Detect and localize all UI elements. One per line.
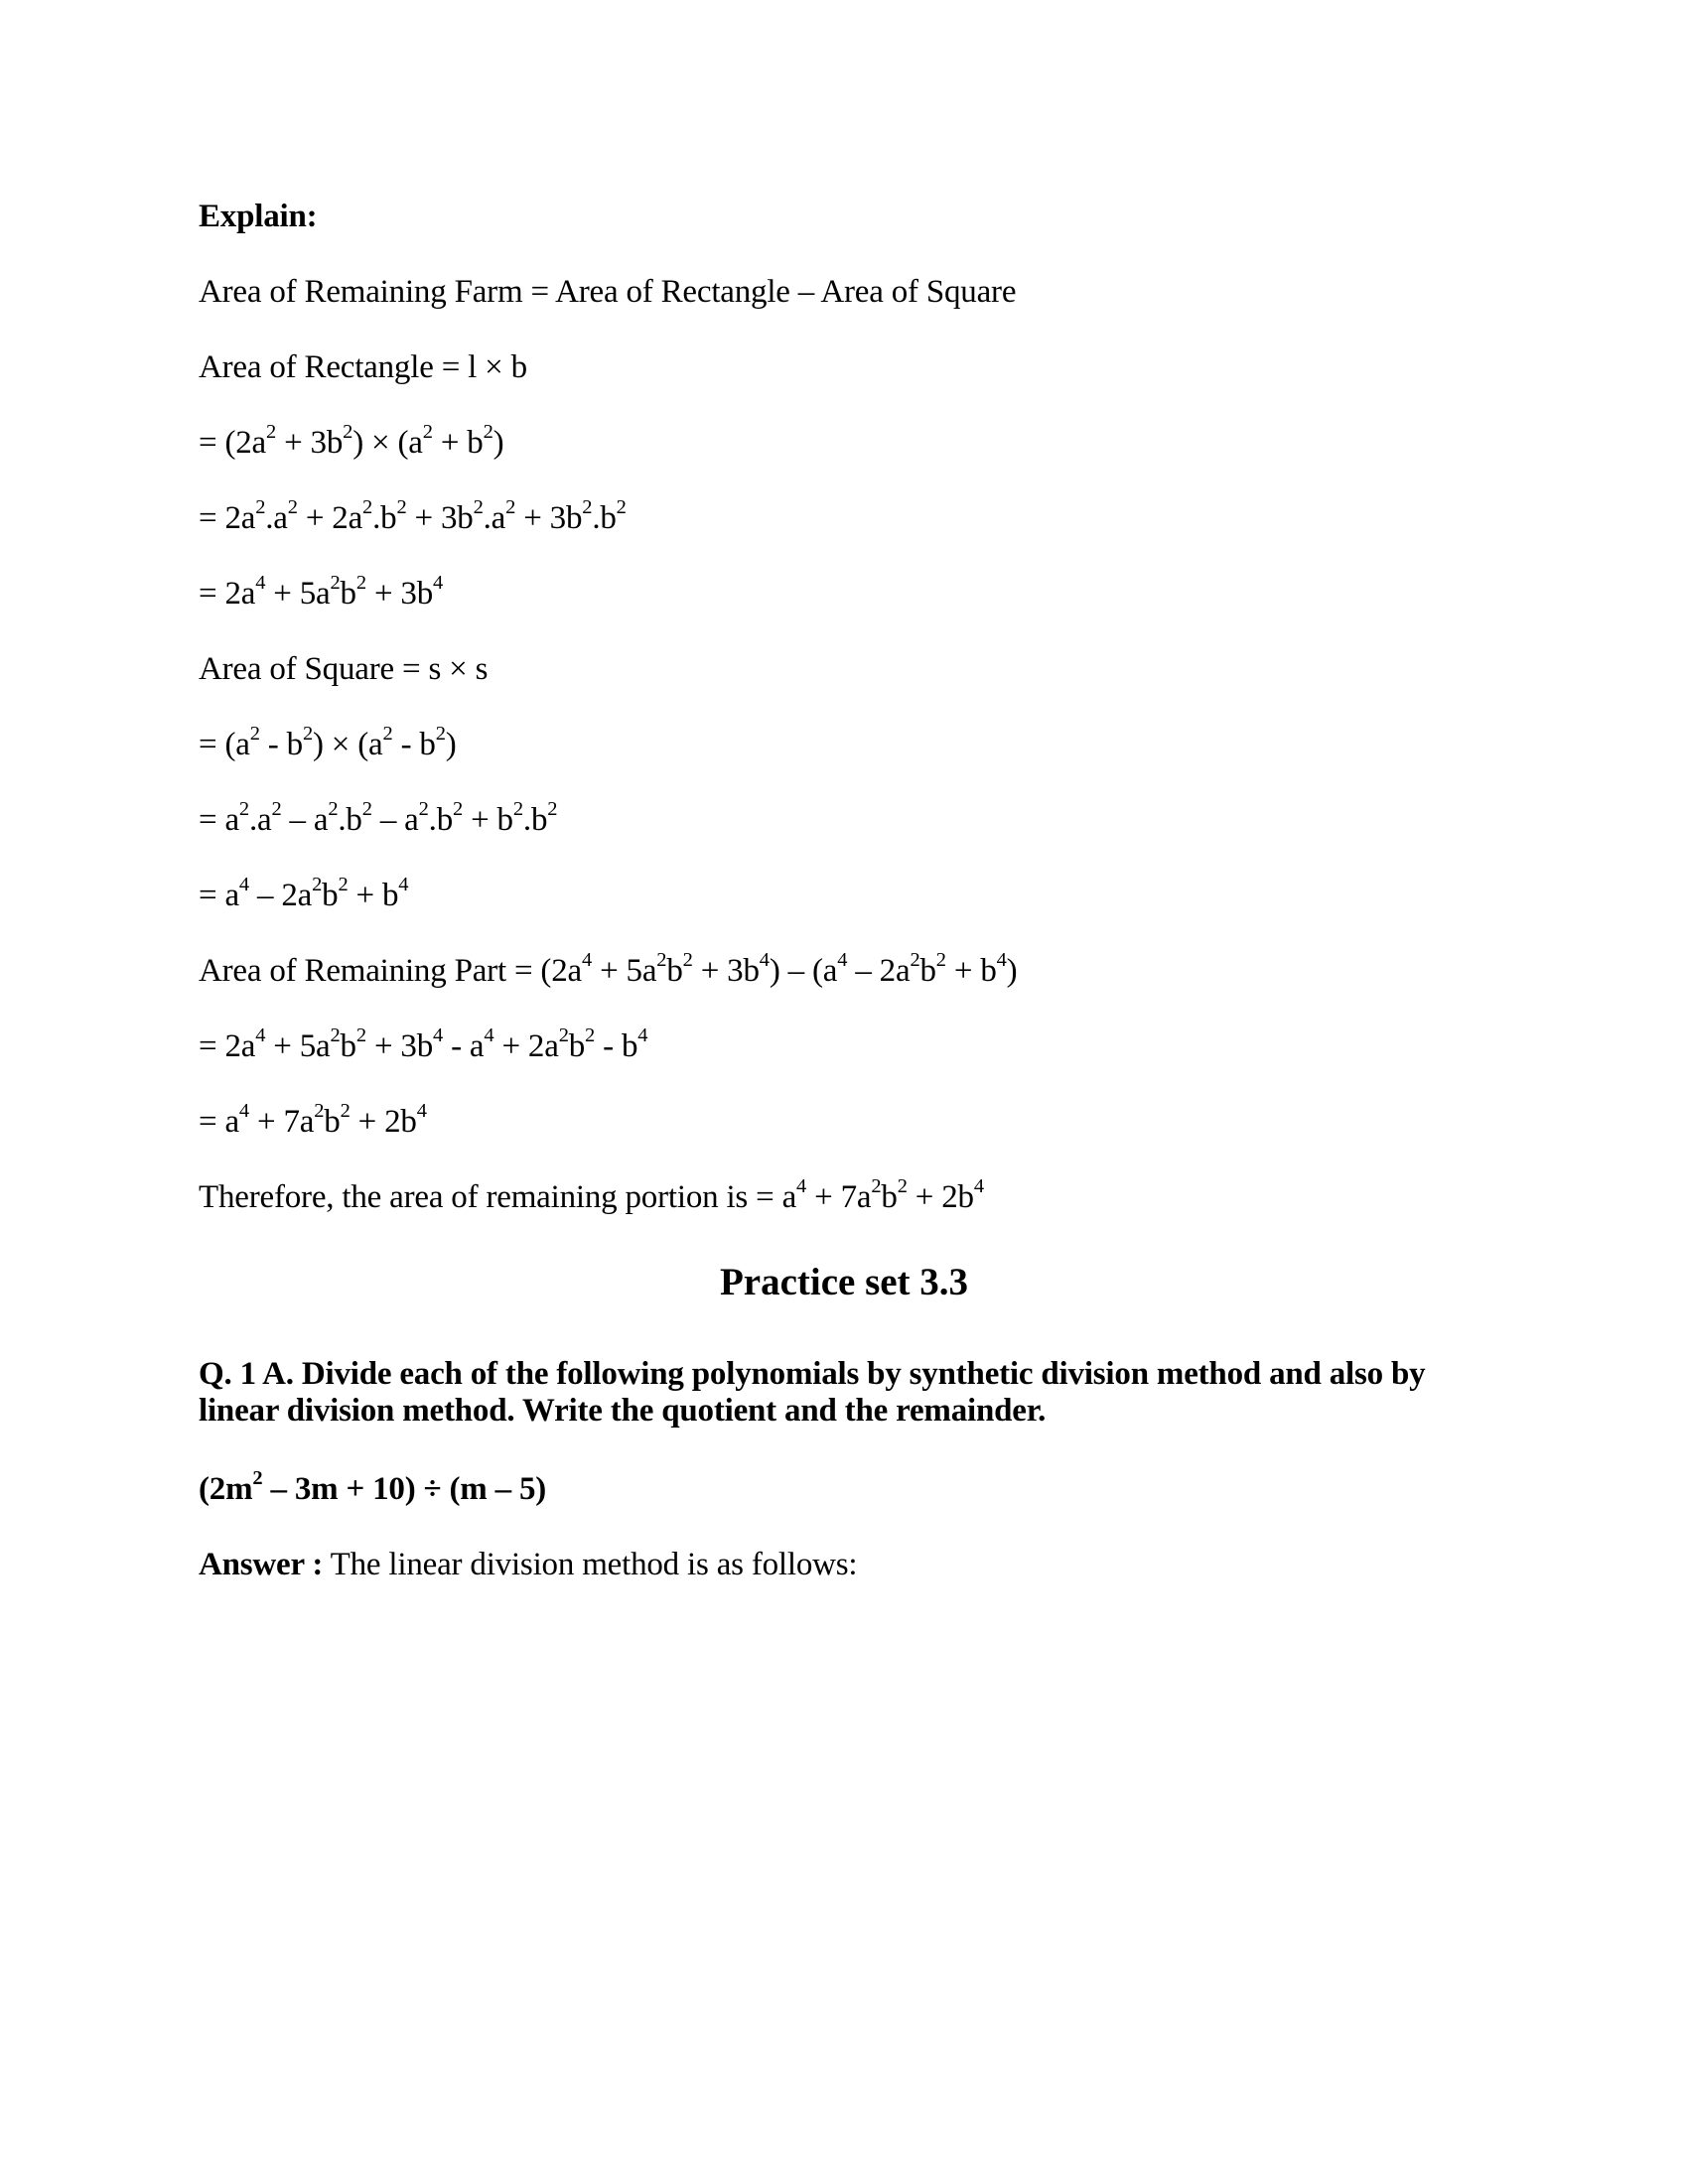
exponent: 2 <box>330 571 341 594</box>
exponent: 2 <box>585 1024 596 1046</box>
equation-line: = $2a^4 + 5a^2b^2 + 3b^4$ <box>199 571 444 612</box>
exponent: 4 <box>973 1174 984 1197</box>
question-label: Q. 1 A. <box>199 1356 294 1392</box>
exponent: 4 <box>255 571 266 594</box>
exponent: 4 <box>796 1174 807 1197</box>
equation-line: Area of Square = s × s <box>199 651 489 687</box>
exponent: 2 <box>361 797 372 820</box>
explain-title: Explain: <box>199 199 318 234</box>
exponent: 4 <box>433 571 444 594</box>
equation-line: = $a^4 - 2a^2b^2 + b^4$ <box>199 873 409 913</box>
exponent: 4 <box>996 948 1007 971</box>
answer-text: The linear division method is as follows: <box>330 1547 858 1582</box>
exponent: 2 <box>483 420 493 443</box>
equation-line: Area of Remaining Part = $(2a^4 + 5a^2b^2 + 3b^4) - (a^4 - 2a^2b^2 + b^4)$ <box>199 948 1018 989</box>
section-heading: Practice set 3.3 <box>719 1261 969 1303</box>
exponent: 4 <box>238 1099 249 1122</box>
exponent: 2 <box>435 722 446 745</box>
equation-line: = $(a^2 - b^2) \times (a^2 - b^2)$ <box>199 722 457 762</box>
exponent: 2 <box>616 495 627 518</box>
question-expression: $(2m^2 - 3m + 10) \div (m - 5)$ <box>199 1466 547 1507</box>
equation-line: Area of Remaining Farm = Area of Rectangle – Area of Square <box>199 274 1017 310</box>
exponent: 2 <box>252 1466 263 1489</box>
exponent: 2 <box>330 1024 341 1046</box>
answer-label: Answer : <box>199 1547 324 1582</box>
exponent: 2 <box>418 797 429 820</box>
exponent: 4 <box>433 1024 444 1046</box>
equation-line: = $a^4 + 7a^2b^2 + 2b^4$ <box>199 1099 427 1140</box>
exponent: 2 <box>266 420 277 443</box>
exponent: 4 <box>759 948 770 971</box>
equation-line: = $(2a^2 + 3b^2) \times (a^2 + b^2)$ <box>199 420 504 461</box>
exponent: 2 <box>473 495 484 518</box>
question-text <box>199 1356 1479 1430</box>
exponent: 2 <box>312 873 323 895</box>
exponent: 2 <box>343 420 353 443</box>
exponent: 2 <box>314 1099 325 1122</box>
exponent: 2 <box>512 797 523 820</box>
exponent: 2 <box>871 1174 882 1197</box>
exponent: 2 <box>910 948 920 971</box>
question-body: Divide each of the following polynomials by synthetic division method and also by linear division method. Write the quotient and the remainder. <box>199 1356 1426 1429</box>
exponent: 2 <box>582 495 593 518</box>
exponent: 2 <box>935 948 946 971</box>
exponent: 4 <box>238 873 249 895</box>
exponent: 2 <box>328 797 339 820</box>
exponent: 2 <box>897 1174 908 1197</box>
exponent: 2 <box>271 797 282 820</box>
exponent: 2 <box>547 797 558 820</box>
exponent: 4 <box>416 1099 427 1122</box>
exponent: 2 <box>453 797 464 820</box>
exponent: 2 <box>287 495 298 518</box>
exponent: 2 <box>396 495 407 518</box>
exponent: 2 <box>682 948 693 971</box>
exponent: 2 <box>422 420 433 443</box>
exponent: 2 <box>355 1024 366 1046</box>
exponent: 2 <box>340 1099 351 1122</box>
exponent: 4 <box>255 1024 266 1046</box>
exponent: 4 <box>637 1024 648 1046</box>
conclusion-line: Therefore, the area of remaining portion is = $a^4 + 7a^2b^2 + 2b^4$ <box>199 1174 984 1215</box>
answer-line <box>199 1545 857 1584</box>
equation-line: = $2a^2.a^2 + 2a^2.b^2 + 3b^2.a^2 + 3b^2.b^2$ <box>199 495 627 536</box>
exponent: 4 <box>837 948 848 971</box>
equation-line: Area of Rectangle = l × b <box>199 349 527 385</box>
exponent: 2 <box>355 571 366 594</box>
exponent: 4 <box>398 873 409 895</box>
exponent: 2 <box>249 722 260 745</box>
exponent: 2 <box>656 948 667 971</box>
equation-line: = $2a^4 + 5a^2b^2 + 3b^4 - a^4 + 2a^2b^2 - b^4$ <box>199 1024 648 1064</box>
exponent: 4 <box>484 1024 494 1046</box>
exponent: 2 <box>382 722 393 745</box>
exponent: 2 <box>558 1024 569 1046</box>
exponent: 4 <box>581 948 593 971</box>
exponent: 2 <box>362 495 373 518</box>
exponent: 2 <box>338 873 349 895</box>
exponent: 2 <box>238 797 249 820</box>
exponent: 2 <box>302 722 313 745</box>
exponent: 2 <box>505 495 516 518</box>
equation-line: = $a^2.a^2 - a^2.b^2 - a^2.b^2 + b^2.b^2$ <box>199 797 558 838</box>
exponent: 2 <box>255 495 266 518</box>
